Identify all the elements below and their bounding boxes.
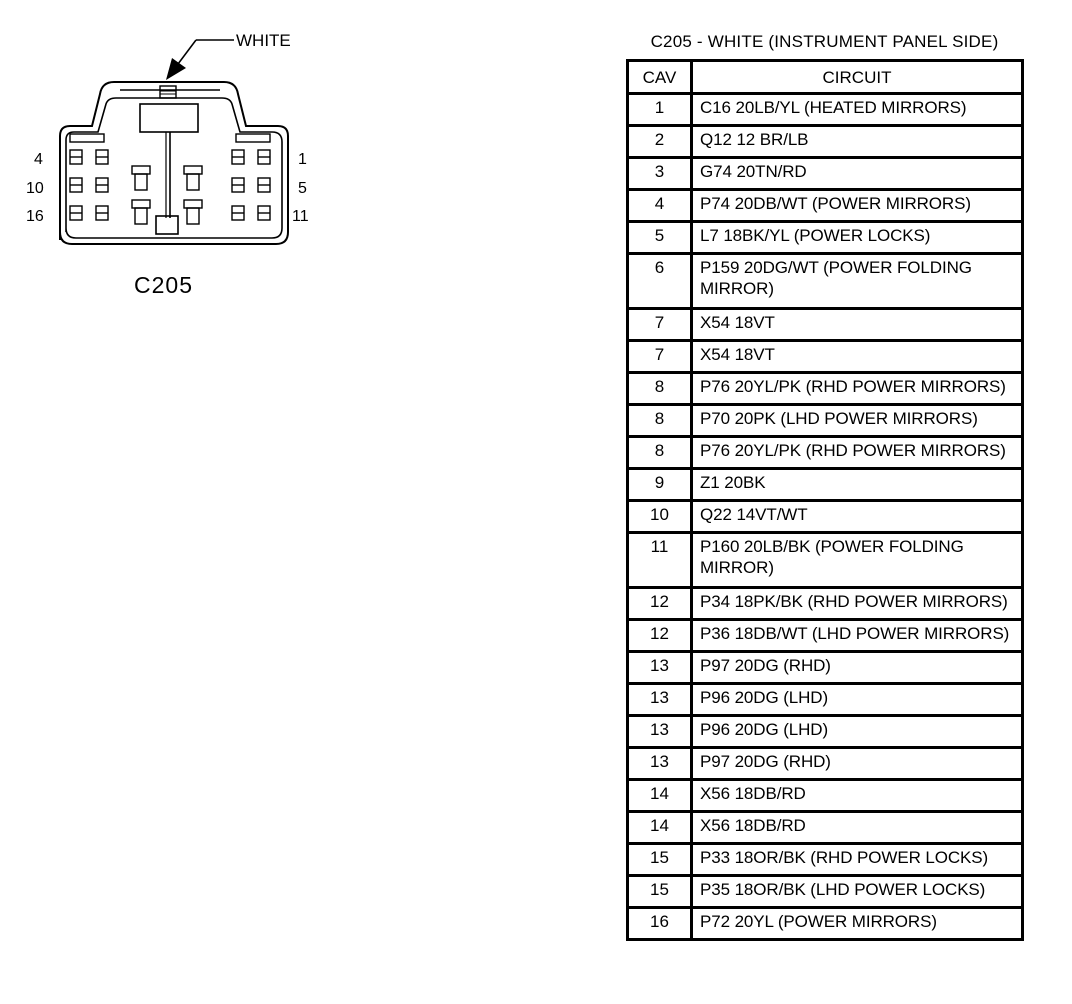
cav-cell: 8	[628, 373, 692, 405]
circuit-cell: P76 20YL/PK (RHD POWER MIRRORS)	[692, 437, 1023, 469]
cav-cell: 5	[628, 222, 692, 254]
header-circuit: CIRCUIT	[692, 61, 1023, 94]
cav-cell: 9	[628, 469, 692, 501]
table-row	[628, 94, 1023, 126]
cav-cell: 12	[628, 620, 692, 652]
circuit-cell: P96 20DG (LHD)	[692, 716, 1023, 748]
circuit-cell: Q22 14VT/WT	[692, 501, 1023, 533]
table-row	[628, 908, 1023, 940]
connector-outline	[60, 82, 288, 244]
cav-cell: 1	[628, 94, 692, 126]
circuit-cell: P97 20DG (RHD)	[692, 748, 1023, 780]
cav-cell: 8	[628, 437, 692, 469]
pin-label-left-middle: 10	[26, 180, 44, 197]
table-row	[628, 309, 1023, 341]
circuit-cell: X54 18VT	[692, 309, 1023, 341]
cav-cell: 16	[628, 908, 692, 940]
table-row	[628, 844, 1023, 876]
pin-label-right-middle: 5	[298, 180, 307, 197]
circuit-cell: X54 18VT	[692, 341, 1023, 373]
pin-labels	[26, 151, 309, 225]
circuit-cell: P70 20PK (LHD POWER MIRRORS)	[692, 405, 1023, 437]
circuit-cell: G74 20TN/RD	[692, 158, 1023, 190]
table-row	[628, 469, 1023, 501]
circuit-cell: C16 20LB/YL (HEATED MIRRORS)	[692, 94, 1023, 126]
pin-label-left-bottom: 16	[26, 208, 44, 225]
cav-cell: 15	[628, 876, 692, 908]
table-row	[628, 716, 1023, 748]
cav-cell: 3	[628, 158, 692, 190]
pinout-table	[626, 59, 1024, 941]
cav-cell: 14	[628, 812, 692, 844]
circuit-cell: Q12 12 BR/LB	[692, 126, 1023, 158]
cav-cell: 4	[628, 190, 692, 222]
cav-cell: 12	[628, 588, 692, 620]
table-body	[628, 94, 1023, 940]
white-callout	[166, 31, 291, 80]
table-row	[628, 533, 1023, 588]
cav-cell: 8	[628, 405, 692, 437]
cav-cell: 7	[628, 309, 692, 341]
circuit-cell: P97 20DG (RHD)	[692, 652, 1023, 684]
circuit-cell: P76 20YL/PK (RHD POWER MIRRORS)	[692, 373, 1023, 405]
table-row	[628, 652, 1023, 684]
table-title: C205 - WHITE (INSTRUMENT PANEL SIDE)	[650, 32, 999, 51]
cav-cell: 10	[628, 501, 692, 533]
table-header-row	[628, 61, 1023, 94]
circuit-cell: P160 20LB/BK (POWER FOLDING MIRROR)	[692, 533, 1023, 588]
cav-cell: 13	[628, 716, 692, 748]
table-row	[628, 373, 1023, 405]
circuit-cell: P34 18PK/BK (RHD POWER MIRRORS)	[692, 588, 1023, 620]
table-row	[628, 812, 1023, 844]
cav-cell: 13	[628, 652, 692, 684]
circuit-cell: X56 18DB/RD	[692, 812, 1023, 844]
table-row	[628, 876, 1023, 908]
circuit-cell: P36 18DB/WT (LHD POWER MIRRORS)	[692, 620, 1023, 652]
circuit-cell: P35 18OR/BK (LHD POWER LOCKS)	[692, 876, 1023, 908]
table-row	[628, 254, 1023, 309]
circuit-cell: L7 18BK/YL (POWER LOCKS)	[692, 222, 1023, 254]
circuit-cell: P96 20DG (LHD)	[692, 684, 1023, 716]
cav-cell: 14	[628, 780, 692, 812]
circuit-cell: P159 20DG/WT (POWER FOLDING MIRROR)	[692, 254, 1023, 309]
cav-cell: 6	[628, 254, 692, 309]
cav-cell: 11	[628, 533, 692, 588]
callout-label: WHITE	[236, 31, 291, 50]
circuit-cell: P72 20YL (POWER MIRRORS)	[692, 908, 1023, 940]
table-row	[628, 620, 1023, 652]
table-row	[628, 158, 1023, 190]
connector-diagram	[0, 0, 340, 320]
table-row	[628, 588, 1023, 620]
pin-label-right-bottom: 11	[292, 208, 309, 225]
table-row	[628, 780, 1023, 812]
pin-label-right-top: 1	[298, 151, 307, 168]
circuit-cell: X56 18DB/RD	[692, 780, 1023, 812]
table-row	[628, 684, 1023, 716]
table-row	[628, 748, 1023, 780]
circuit-cell: P74 20DB/WT (POWER MIRRORS)	[692, 190, 1023, 222]
table-row	[628, 501, 1023, 533]
cav-cell: 13	[628, 748, 692, 780]
header-cav: CAV	[628, 61, 692, 94]
table-row	[628, 437, 1023, 469]
cav-cell: 7	[628, 341, 692, 373]
callout-leader-diagonal	[178, 40, 196, 64]
circuit-cell: P33 18OR/BK (RHD POWER LOCKS)	[692, 844, 1023, 876]
table-row	[628, 405, 1023, 437]
cav-cell: 2	[628, 126, 692, 158]
connector-label: C205	[134, 272, 193, 298]
table-row	[628, 341, 1023, 373]
callout-arrowhead	[166, 58, 186, 80]
pin-label-left-top: 4	[34, 151, 43, 168]
cav-cell: 15	[628, 844, 692, 876]
table-row	[628, 190, 1023, 222]
table-row	[628, 222, 1023, 254]
circuit-cell: Z1 20BK	[692, 469, 1023, 501]
cav-cell: 13	[628, 684, 692, 716]
table-row	[628, 126, 1023, 158]
